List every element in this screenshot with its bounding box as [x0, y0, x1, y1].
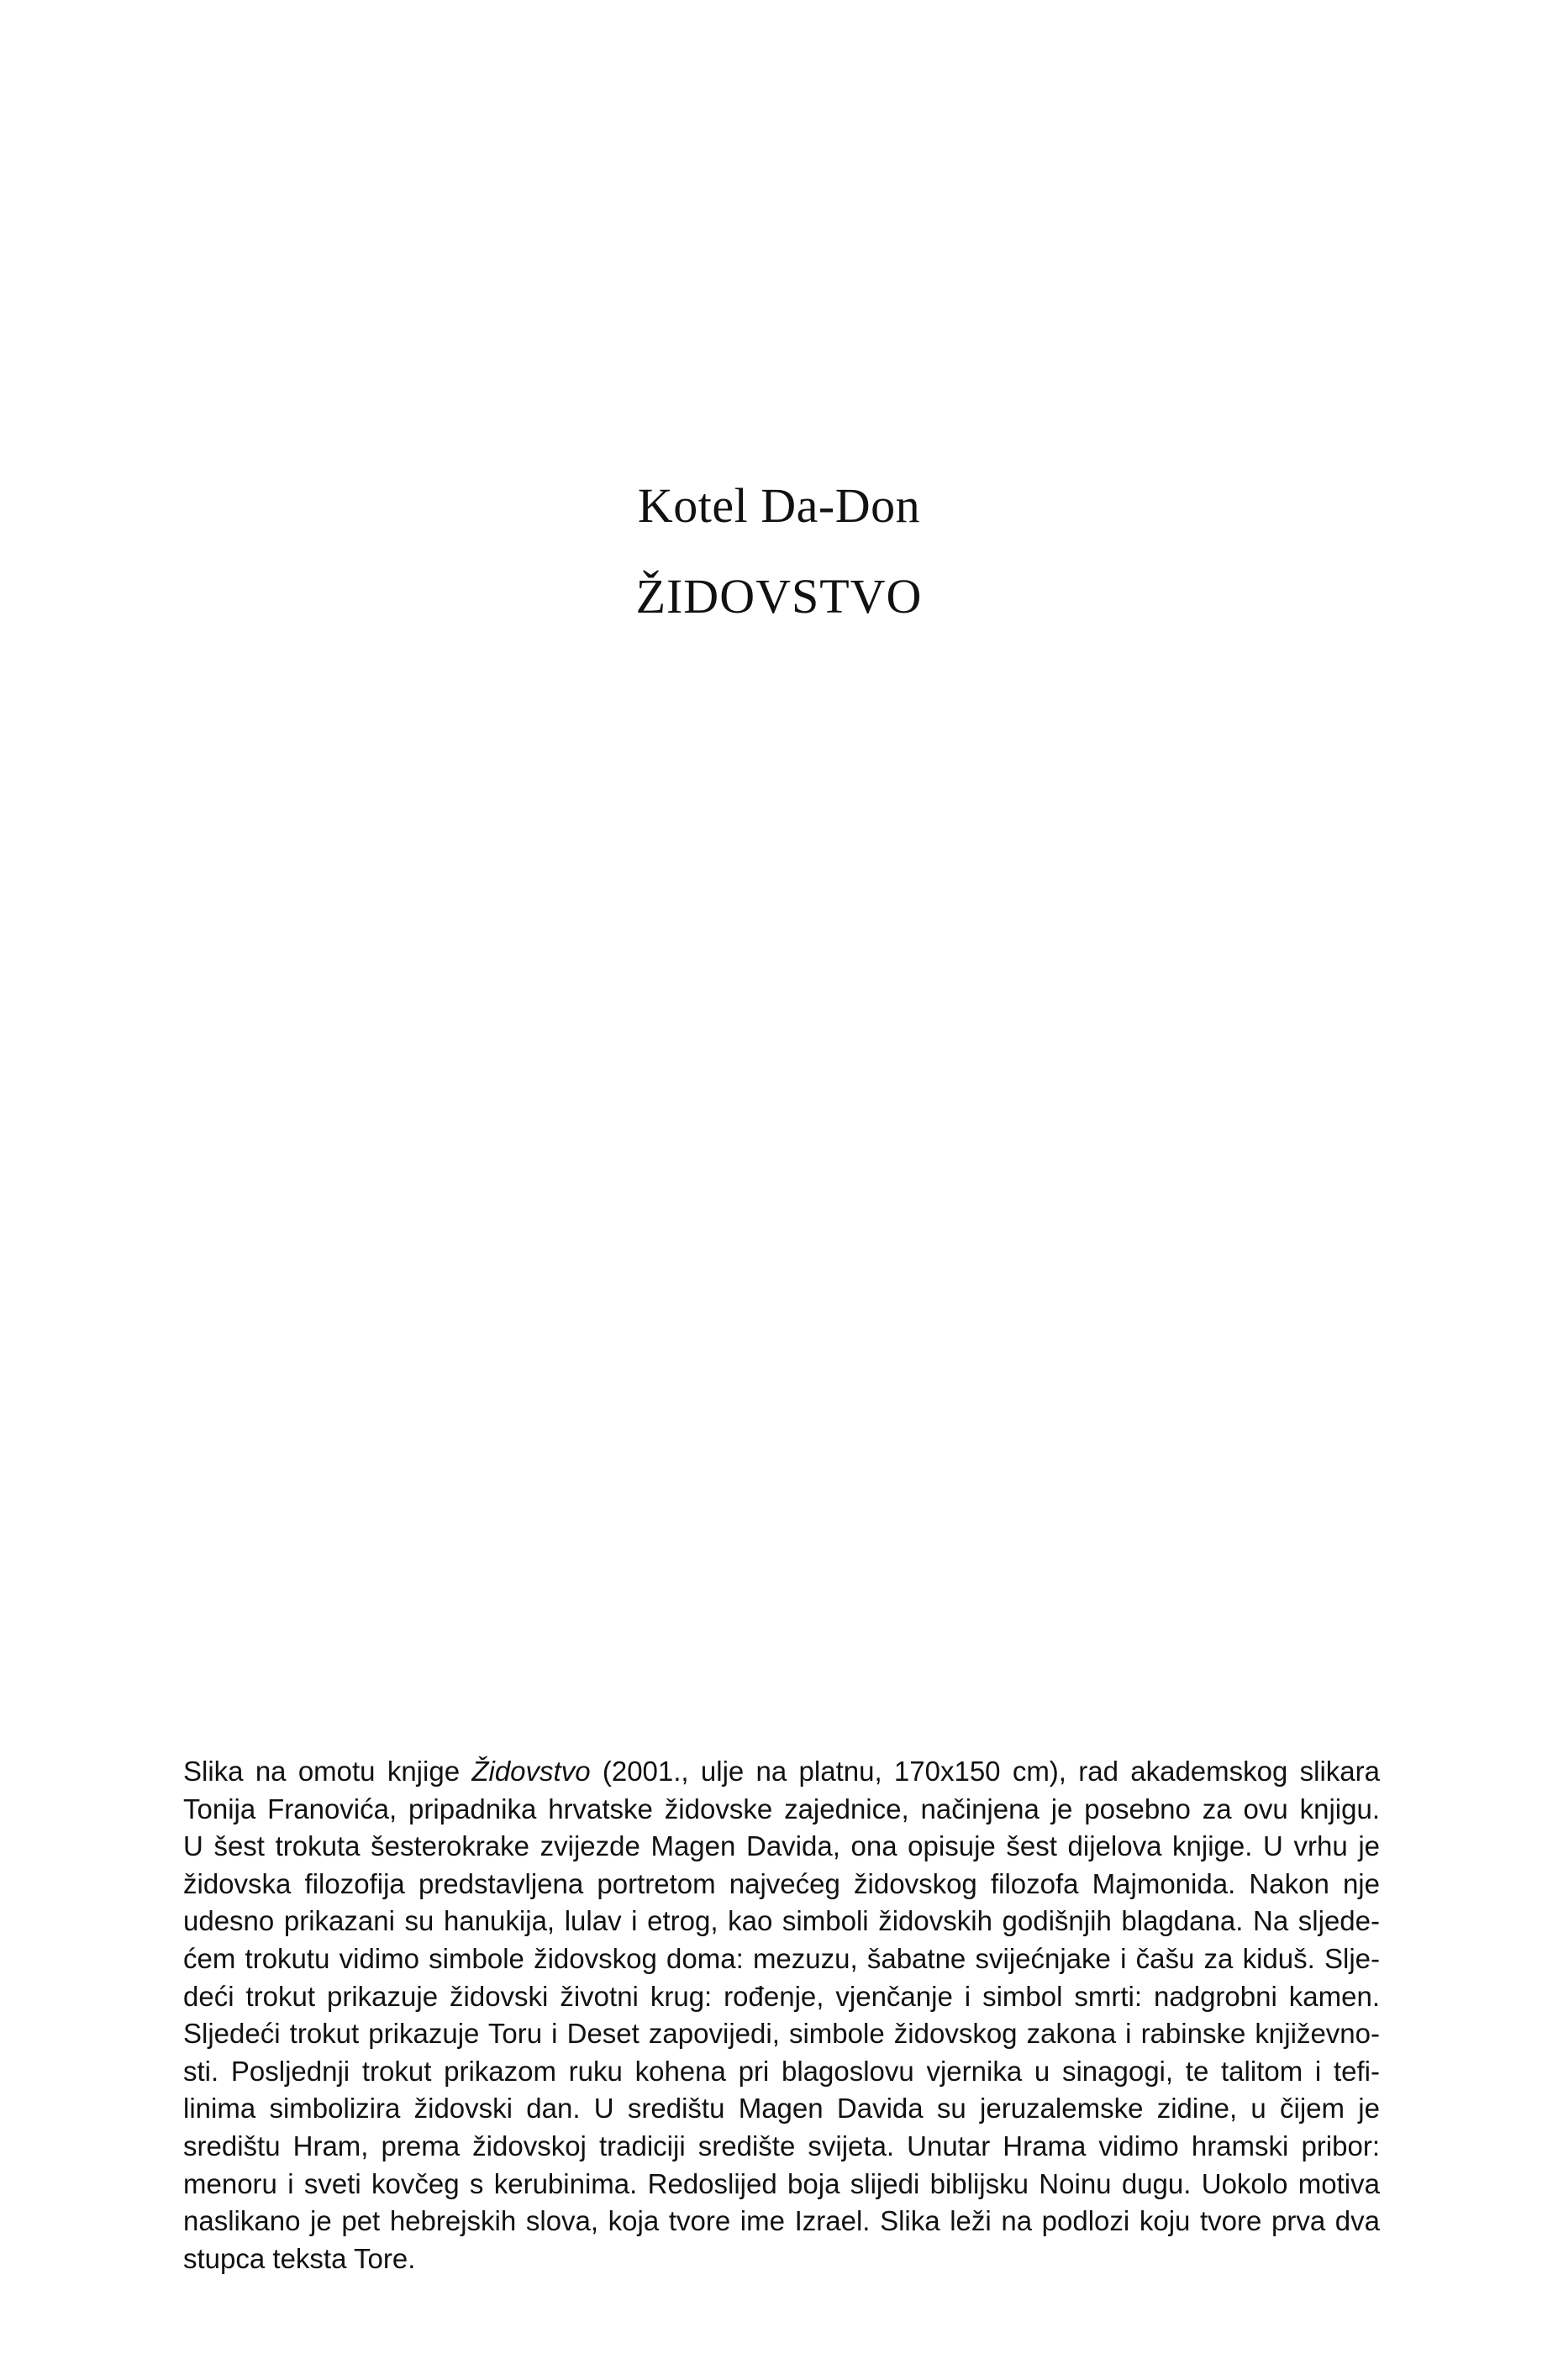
caption-line: židovska filozofija predstavljena portretom najvećeg židovskog filozofa Majmonida. Nakon nje [183, 1867, 1380, 1899]
caption-line: deći trokut prikazuje židovski životni krug: rođenje, vjenčanje i simbol smrti: nadgrobni kamen. [183, 1980, 1380, 2012]
caption-line: U šest trokuta šesterokrake zvijezde Magen Davida, ona opisuje šest dijelova knjige. U vrhu je [183, 1830, 1380, 1862]
caption-line: središtu Hram, prema židovskoj tradiciji središte svijeta. Unutar Hrama vidimo hramski pribor: [183, 2130, 1380, 2161]
caption-line: menoru i sveti kovčeg s kerubinima. Redoslijed boja slijedi biblijsku Noinu dugu. Uokolo motiva [183, 2167, 1380, 2199]
cover-caption [183, 1753, 1380, 2277]
caption-line: udesno prikazani su hanukija, lulav i etrog, kao simboli židovskih godišnjih blagdana. Na sljede- [183, 1905, 1380, 1937]
caption-line: linima simbolizira židovski dan. U središtu Magen Davida su jeruzalemske zidine, u čijem je [183, 2093, 1380, 2125]
caption-line: Slika na omotu knjige Židovstvo (2001., ulje na platnu, 170x150 cm), rad akademskog slikara [183, 1756, 1380, 1787]
caption-line: ćem trokutu vidimo simbole židovskog doma: mezuzu, šabatne svijećnjake i čašu za kiduš. Slje- [183, 1942, 1380, 1974]
caption-line: stupca teksta Tore. [183, 2242, 416, 2274]
author-name: Kotel Da-Don [637, 478, 921, 533]
caption-line: sti. Posljednji trokut prikazom ruku kohena pri blagoslovu vjernika u sinagogi, te talitom i tefi- [183, 2055, 1380, 2087]
book-title: ŽIDOVSTVO [635, 569, 923, 624]
caption-book-title: Židovstvo [471, 1756, 591, 1787]
caption-line: Tonija Franovića, pripadnika hrvatske židovske zajednice, načinjena je posebno za ovu knjigu. [183, 1793, 1380, 1824]
caption-line: naslikano je pet hebrejskih slova, koja tvore ime Izrael. Slika leži na podlozi koju tvore prva dva [183, 2205, 1380, 2237]
caption-line: Sljedeći trokut prikazuje Toru i Deset zapovijedi, simbole židovskog zakona i rabinske književno- [183, 2018, 1380, 2050]
